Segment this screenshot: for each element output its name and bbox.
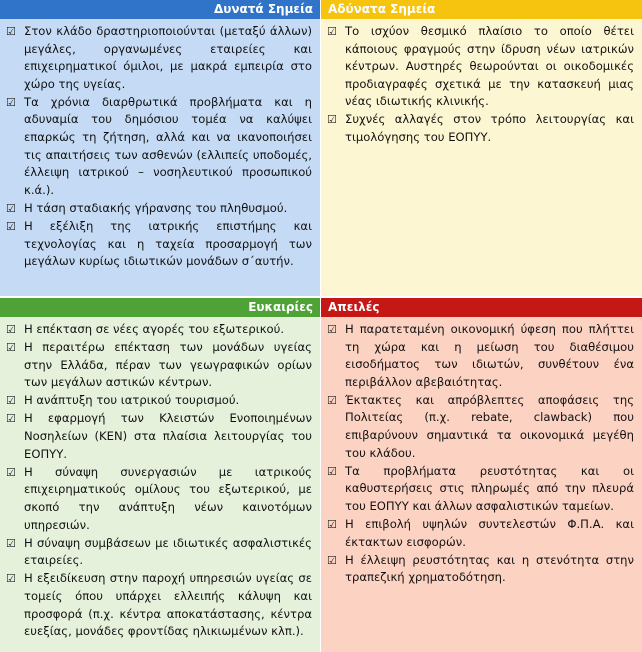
list-item-text: Η εξέλιξη της ιατρικής επιστήμης και τεχνολογίας και η ταχεία προσαρμογή των μεγάλων κυρίως ιδιωτικών μονάδων σ΄αυτήν. <box>24 219 312 269</box>
checkbox-icon: ☑ <box>6 323 16 336</box>
checkbox-icon: ☑ <box>327 464 337 478</box>
list-item <box>327 463 636 516</box>
checkbox-icon: ☑ <box>6 394 16 408</box>
opportunities-header: Ευκαιρίες <box>0 298 320 317</box>
list-item-text: Το ισχύον θεσμικό πλαίσιο το οποίο θέτει κάποιους φραγμούς στην ίδρυση νέων ιατρικών κέντρων. Αυστηρές θεωρούνται οι οικοδομικές προδιαγραφές σχετικά με την κατασκευή μιας νέας ιδιωτικής κλινικής. <box>345 24 634 109</box>
list-item-text: Η τάση σταδιακής γήρανσης του πληθυσμού. <box>24 200 288 215</box>
list-item <box>6 218 314 271</box>
horizontal-divider <box>0 296 642 298</box>
list-item-text: Στον κλάδο δραστηριοποιούνται (μεταξύ άλλων) μεγάλες, οργανωμένες εταιρείες και επιχειρηματικοί όμιλοι, με μακρά εμπειρία στο χώρο της υγείας. <box>24 24 312 91</box>
checkbox-icon: ☑ <box>327 553 337 567</box>
list-item <box>6 200 314 218</box>
strengths-header: Δυνατά Σημεία <box>0 0 320 19</box>
weaknesses-quadrant <box>321 0 642 296</box>
list-item <box>6 535 314 570</box>
list-item-text: Η εξειδίκευση στην παροχή υπηρεσιών υγείας σε τομείς όπου υπάρχει ελλειπής κάλυψη και προσφορά (π.χ. κέντρα αποκατάστασης, κέντρα ευεξίας, μονάδες φροντίδας ηλικιωμένων κλπ.). <box>24 571 312 639</box>
vertical-divider <box>320 0 321 652</box>
checkbox-icon: ☑ <box>6 95 16 109</box>
list-item <box>6 392 314 410</box>
list-item-text: Η ανάπτυξη του ιατρικού τουρισμού. <box>24 393 240 408</box>
weaknesses-list <box>321 19 642 147</box>
checkbox-icon: ☑ <box>327 393 337 407</box>
list-item-text: Τα προβλήματα ρευστότητας και οι καθυστερήσεις στις πληρωμές από την πλευρά του ΕΟΠΥΥ και άλλων ασφαλιστικών ταμείων. <box>345 463 634 513</box>
list-item-text: Η επιβολή υψηλών συντελεστών Φ.Π.Α. και έκτακτων εισφορών. <box>345 517 634 549</box>
opportunities-list <box>0 317 320 641</box>
checkbox-icon: ☑ <box>327 25 337 38</box>
checkbox-icon: ☑ <box>327 518 337 532</box>
strengths-list <box>0 19 320 271</box>
list-item-text: Η σύναψη συμβάσεων με ιδιωτικές ασφαλιστικές εταιρείες. <box>24 535 312 568</box>
list-item <box>6 23 314 93</box>
list-item <box>327 321 636 391</box>
list-item <box>6 339 314 392</box>
list-item-text: Η περαιτέρω επέκταση των μονάδων υγείας στην Ελλάδα, πέραν των γεωγραφικών ορίων των μεγάλων αστικών κέντρων. <box>24 340 312 390</box>
checkbox-icon: ☑ <box>6 220 16 234</box>
list-item <box>327 392 636 462</box>
list-item <box>6 321 314 339</box>
list-item <box>327 111 636 146</box>
checkbox-icon: ☑ <box>6 412 16 426</box>
checkbox-icon: ☑ <box>6 465 16 479</box>
list-item <box>6 94 314 200</box>
list-item-text: Τα χρόνια διαρθρωτικά προβλήματα και η αδυναμία του δημόσιου τομέα να καλύψει επαρκώς τη ζήτηση, αλλά και να ικανοποιήσει τις απαιτήσεις των ασθενών (ελλιπείς υποδομές, έλλειψη ιατρικού – νοσηλευτικού προσωπικού κ.ά.). <box>24 94 312 197</box>
checkbox-icon: ☑ <box>6 536 16 550</box>
opportunities-quadrant <box>0 298 320 652</box>
list-item-text: Η σύναψη συνεργασιών με ιατρικούς επιχειρηματικούς ομίλους του εξωτερικού, με σκοπό την ανάπτυξη νέων καινοτόμων υπηρεσιών. <box>24 464 312 532</box>
checkbox-icon: ☑ <box>327 113 337 127</box>
list-item-text: Η έλλειψη ρευστότητας και η στενότητα στην τραπεζική χρηματοδότηση. <box>345 552 634 585</box>
list-item <box>327 516 636 551</box>
weaknesses-header: Αδύνατα Σημεία <box>321 0 642 19</box>
list-item <box>327 23 636 111</box>
list-item <box>6 570 314 640</box>
list-item-text: Η εφαρμογή των Κλειστών Ενοποιημένων Νοσηλείων (ΚΕΝ) στα πλαίσια λειτουργίας του ΕΟΠΥΥ. <box>24 411 312 461</box>
threats-quadrant <box>321 298 642 652</box>
list-item-text: Συχνές αλλαγές στον τρόπο λειτουργίας και τιμολόγησης του ΕΟΠΥΥ. <box>345 112 634 145</box>
list-item-text: Έκτακτες και απρόβλεπτες αποφάσεις της Πολιτείας (π.χ. rebate, clawback) που επιβαρύνουν σημαντικά τα οικονομικά μεγέθη του κλάδου. <box>345 392 634 460</box>
strengths-quadrant <box>0 0 320 296</box>
list-item <box>6 410 314 463</box>
list-item <box>327 552 636 587</box>
threats-list <box>321 317 642 587</box>
checkbox-icon: ☑ <box>6 25 16 38</box>
checkbox-icon: ☑ <box>327 323 337 336</box>
list-item-text: Η παρατεταμένη οικονομική ύφεση που πλήττει τη χώρα και η μείωση του διαθέσιμου εισοδήματος των ιδιωτών, συνθέτουν ένα περιβάλλον αβεβαιότητας. <box>345 322 634 389</box>
threats-header: Απειλές <box>321 298 642 317</box>
checkbox-icon: ☑ <box>6 572 16 586</box>
list-item <box>6 464 314 534</box>
checkbox-icon: ☑ <box>6 201 16 215</box>
checkbox-icon: ☑ <box>6 341 16 355</box>
list-item-text: Η επέκταση σε νέες αγορές του εξωτερικού. <box>24 322 285 336</box>
